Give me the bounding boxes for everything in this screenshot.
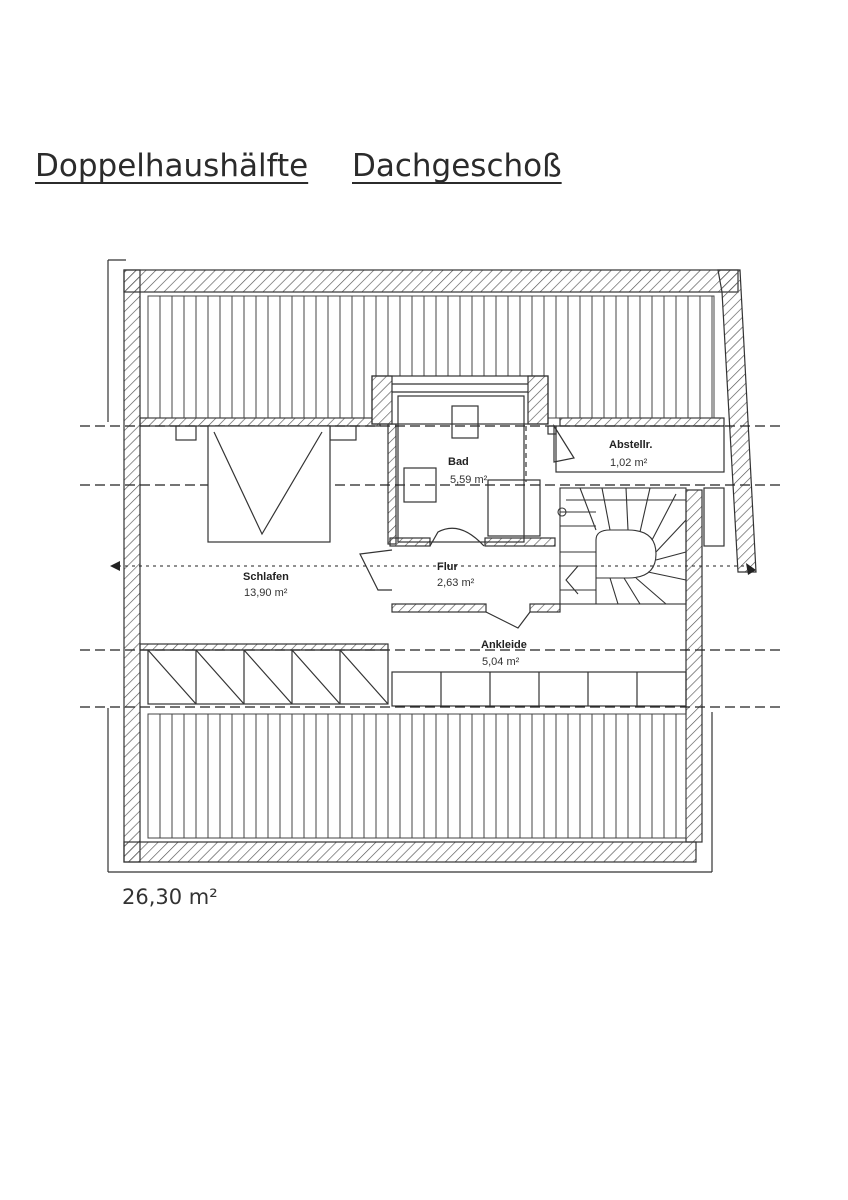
room-area-bad: 5,59 m² [450, 474, 488, 486]
room-name-ankleide: Ankleide [481, 639, 527, 651]
room-name-abstellr: Abstellr. [609, 439, 653, 451]
floor-plan-title-house-type: Doppelhaushälfte [35, 148, 309, 184]
room-area-flur: 2,63 m² [437, 577, 475, 589]
wall-knee-south [140, 644, 388, 650]
wall-east-lower [686, 490, 702, 842]
room-area-schlafen: 13,90 m² [244, 587, 288, 599]
room-name-schlafen: Schlafen [243, 571, 289, 583]
arrow-left-icon [110, 561, 120, 571]
floor-plan-title-floor: Dachgeschoß [352, 148, 562, 184]
wall-knee-north [140, 418, 380, 426]
total-area-label: 26,30 m² [122, 885, 218, 909]
wall-bath-west [388, 424, 396, 544]
wall-flur-south-right [530, 604, 560, 612]
staircase [558, 488, 686, 604]
room-area-abstellr: 1,02 m² [610, 457, 648, 469]
room-name-flur: Flur [437, 561, 458, 573]
bed [176, 426, 356, 542]
roof-slope-south [148, 714, 686, 838]
wardrobe-schlafen [148, 650, 388, 704]
wall-storage-north [560, 418, 724, 426]
wall-flur-south-left [392, 604, 486, 612]
room-name-bad: Bad [448, 456, 469, 468]
outer-frame [108, 260, 712, 872]
room-area-ankleide: 5,04 m² [482, 656, 520, 668]
wardrobe-ankleide [392, 672, 686, 706]
wall-north [124, 270, 738, 292]
shaft [704, 488, 724, 546]
wall-south [124, 842, 696, 862]
shower [488, 480, 540, 536]
